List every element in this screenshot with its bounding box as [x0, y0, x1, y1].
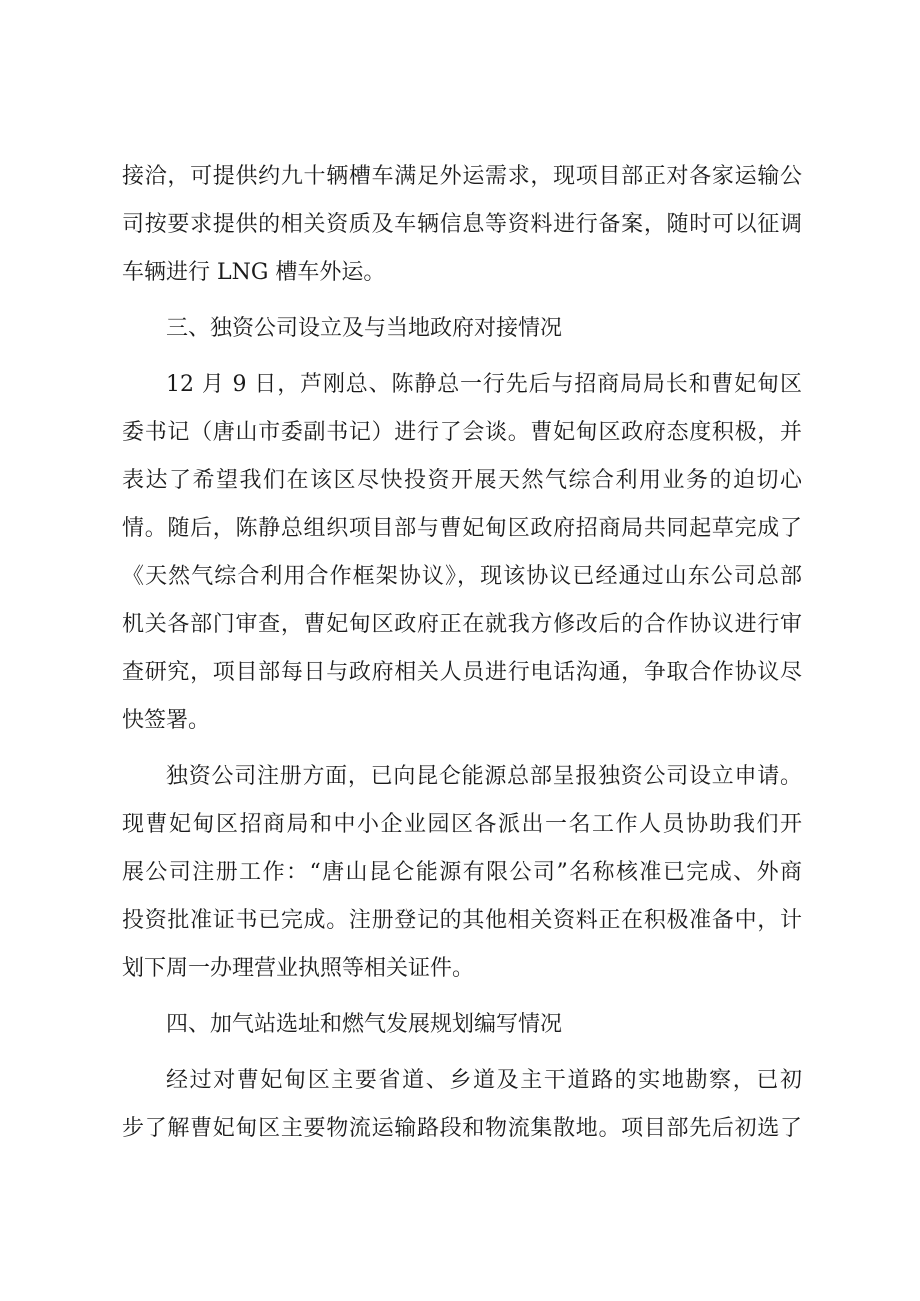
paragraph-line: 现曹妃甸区招商局和中小企业园区各派出一名工作人员协助我们开	[122, 812, 802, 837]
paragraph-line: 快签署。	[122, 708, 211, 733]
paragraph-spacer	[122, 1049, 802, 1057]
section-heading: 四、加气站选址和燃气发展规划编写情况	[166, 1012, 563, 1037]
paragraph-line: 情。随后，陈静总组织项目部与曹妃甸区政府招商局共同起草完成了	[122, 516, 802, 541]
paragraph-line: 投资批准证书已完成。注册登记的其他相关资料正在积极准备中，计	[122, 908, 802, 933]
paragraph-line: 经过对曹妃甸区主要省道、乡道及主干道路的实地勘察，已初	[166, 1068, 802, 1093]
paragraph-line: 步了解曹妃甸区主要物流运输路段和物流集散地。项目部先后初选了	[122, 1116, 802, 1141]
paragraph-spacer	[122, 297, 802, 305]
paragraph-line: 独资公司注册方面，已向昆仑能源总部呈报独资公司设立申请。	[166, 764, 802, 789]
paragraph-line: 展公司注册工作：“唐山昆仑能源有限公司”名称核准已完成、外商	[122, 860, 802, 885]
paragraph-line: 接洽，可提供约九十辆槽车满足外运需求，现项目部正对各家运输公	[122, 164, 802, 189]
paragraph-line: 划下周一办理营业执照等相关证件。	[122, 956, 475, 981]
paragraph-line: 司按要求提供的相关资质及车辆信息等资料进行备案，随时可以征调	[122, 212, 802, 237]
paragraph-line: 车辆进行 LNG 槽车外运。	[122, 260, 386, 285]
paragraph-spacer	[122, 993, 802, 1001]
paragraph-spacer	[122, 745, 802, 753]
paragraph-line: 机关各部门审查，曹妃甸区政府正在就我方修改后的合作协议进行审	[122, 612, 802, 637]
section-heading: 三、独资公司设立及与当地政府对接情况	[166, 316, 563, 341]
paragraph-line: 12 月 9 日，芦刚总、陈静总一行先后与招商局局长和曹妃甸区	[166, 372, 802, 397]
paragraph-line: 表达了希望我们在该区尽快投资开展天然气综合利用业务的迫切心	[122, 468, 802, 493]
paragraph-line: 《天然气综合利用合作框架协议》，现该协议已经通过山东公司总部	[122, 564, 802, 589]
paragraph-spacer	[122, 353, 802, 361]
paragraph-line: 委书记（唐山市委副书记）进行了会谈。曹妃甸区政府态度积极，并	[122, 420, 802, 445]
paragraph-line: 查研究，项目部每日与政府相关人员进行电话沟通，争取合作协议尽	[122, 660, 802, 685]
document-body	[122, 153, 802, 1153]
